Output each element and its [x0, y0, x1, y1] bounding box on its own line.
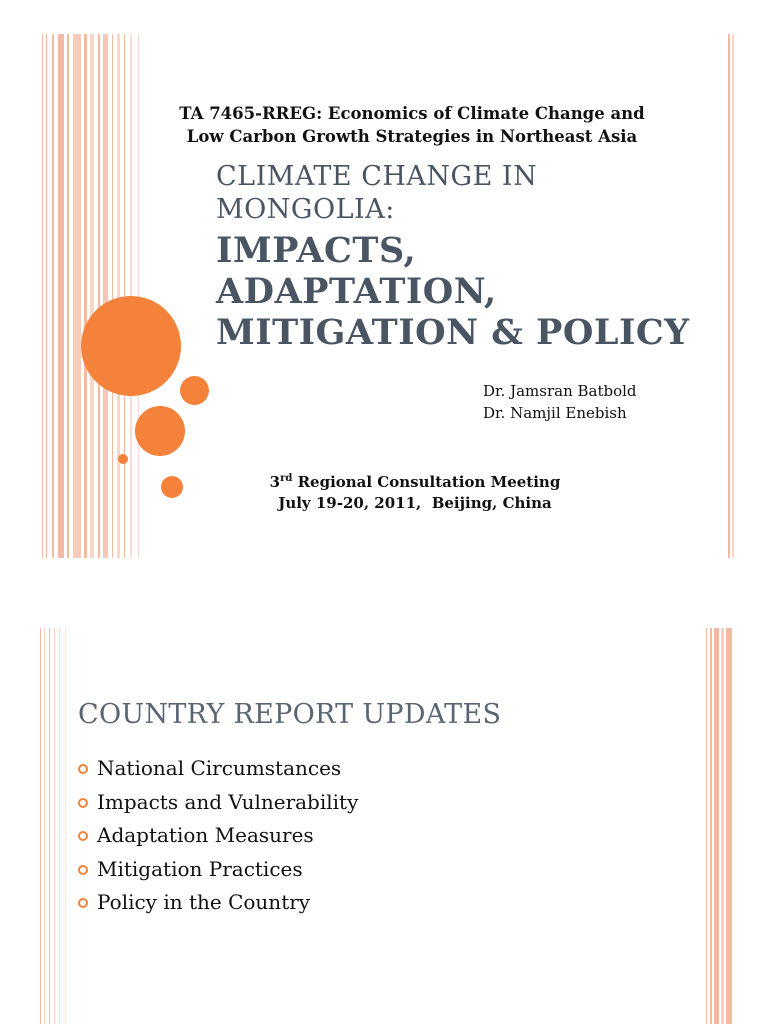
bullet-circle-icon [78, 798, 88, 808]
bullet-circle-icon [78, 865, 88, 875]
meeting-name: Regional Consultation Meeting [292, 473, 561, 491]
decorative-circle-large [81, 296, 181, 396]
bullet-circle-icon [78, 831, 88, 841]
bullet-text: Impacts and Vulnerability [97, 789, 359, 814]
bullet-text: Mitigation Practices [97, 856, 303, 881]
title-line-1: CLIMATE CHANGE IN [216, 161, 538, 192]
project-line-2: Low Carbon Growth Strategies in Northeast Asia [186, 127, 638, 146]
bullet-text: Policy in the Country [97, 890, 311, 914]
slide-title [216, 160, 696, 226]
project-line-1: TA 7465-RREG: Economics of Climate Change and [179, 104, 645, 123]
authors [483, 380, 723, 424]
bullet-item [78, 752, 358, 786]
bullet-item [78, 886, 358, 920]
decorative-circle-small [180, 376, 209, 405]
meeting-title [190, 472, 640, 493]
content-slide [40, 628, 734, 1024]
bullet-text: Adaptation Measures [97, 823, 314, 847]
project-reference [152, 102, 672, 148]
decorative-stripes-right [704, 628, 734, 1024]
decorative-circle-small-2 [161, 476, 183, 498]
title-slide [40, 34, 734, 558]
decorative-circle-tiny [118, 454, 128, 464]
meeting-info [190, 472, 640, 514]
slide-heading: COUNTRY REPORT UPDATES [78, 699, 502, 730]
bullet-item [78, 853, 358, 887]
meeting-ordinal: 3 [269, 473, 281, 491]
decorative-circle-medium [135, 406, 185, 456]
bullet-circle-icon [78, 764, 88, 774]
bullet-text: National Circumstances [97, 756, 342, 780]
author-1: Dr. Jamsran Batbold [483, 382, 637, 400]
decorative-stripes-left [40, 628, 72, 1024]
title-big-line-3: MITIGATION & POLICY [216, 312, 690, 353]
title-big-line-1: IMPACTS, [216, 230, 417, 271]
decorative-stripes-right [728, 34, 734, 558]
meeting-date: July 19-20, 2011, Beijing, China [278, 494, 552, 512]
title-big-line-2: ADAPTATION, [216, 271, 497, 312]
meeting-ordinal-suffix: rd [280, 473, 293, 484]
bullet-item [78, 786, 358, 820]
bullet-circle-icon [78, 898, 88, 908]
title-line-2: MONGOLIA: [216, 194, 395, 225]
slide-subtitle [216, 230, 696, 353]
bullet-item [78, 819, 358, 853]
bullet-list [78, 752, 358, 920]
author-2: Dr. Namjil Enebish [483, 404, 627, 422]
